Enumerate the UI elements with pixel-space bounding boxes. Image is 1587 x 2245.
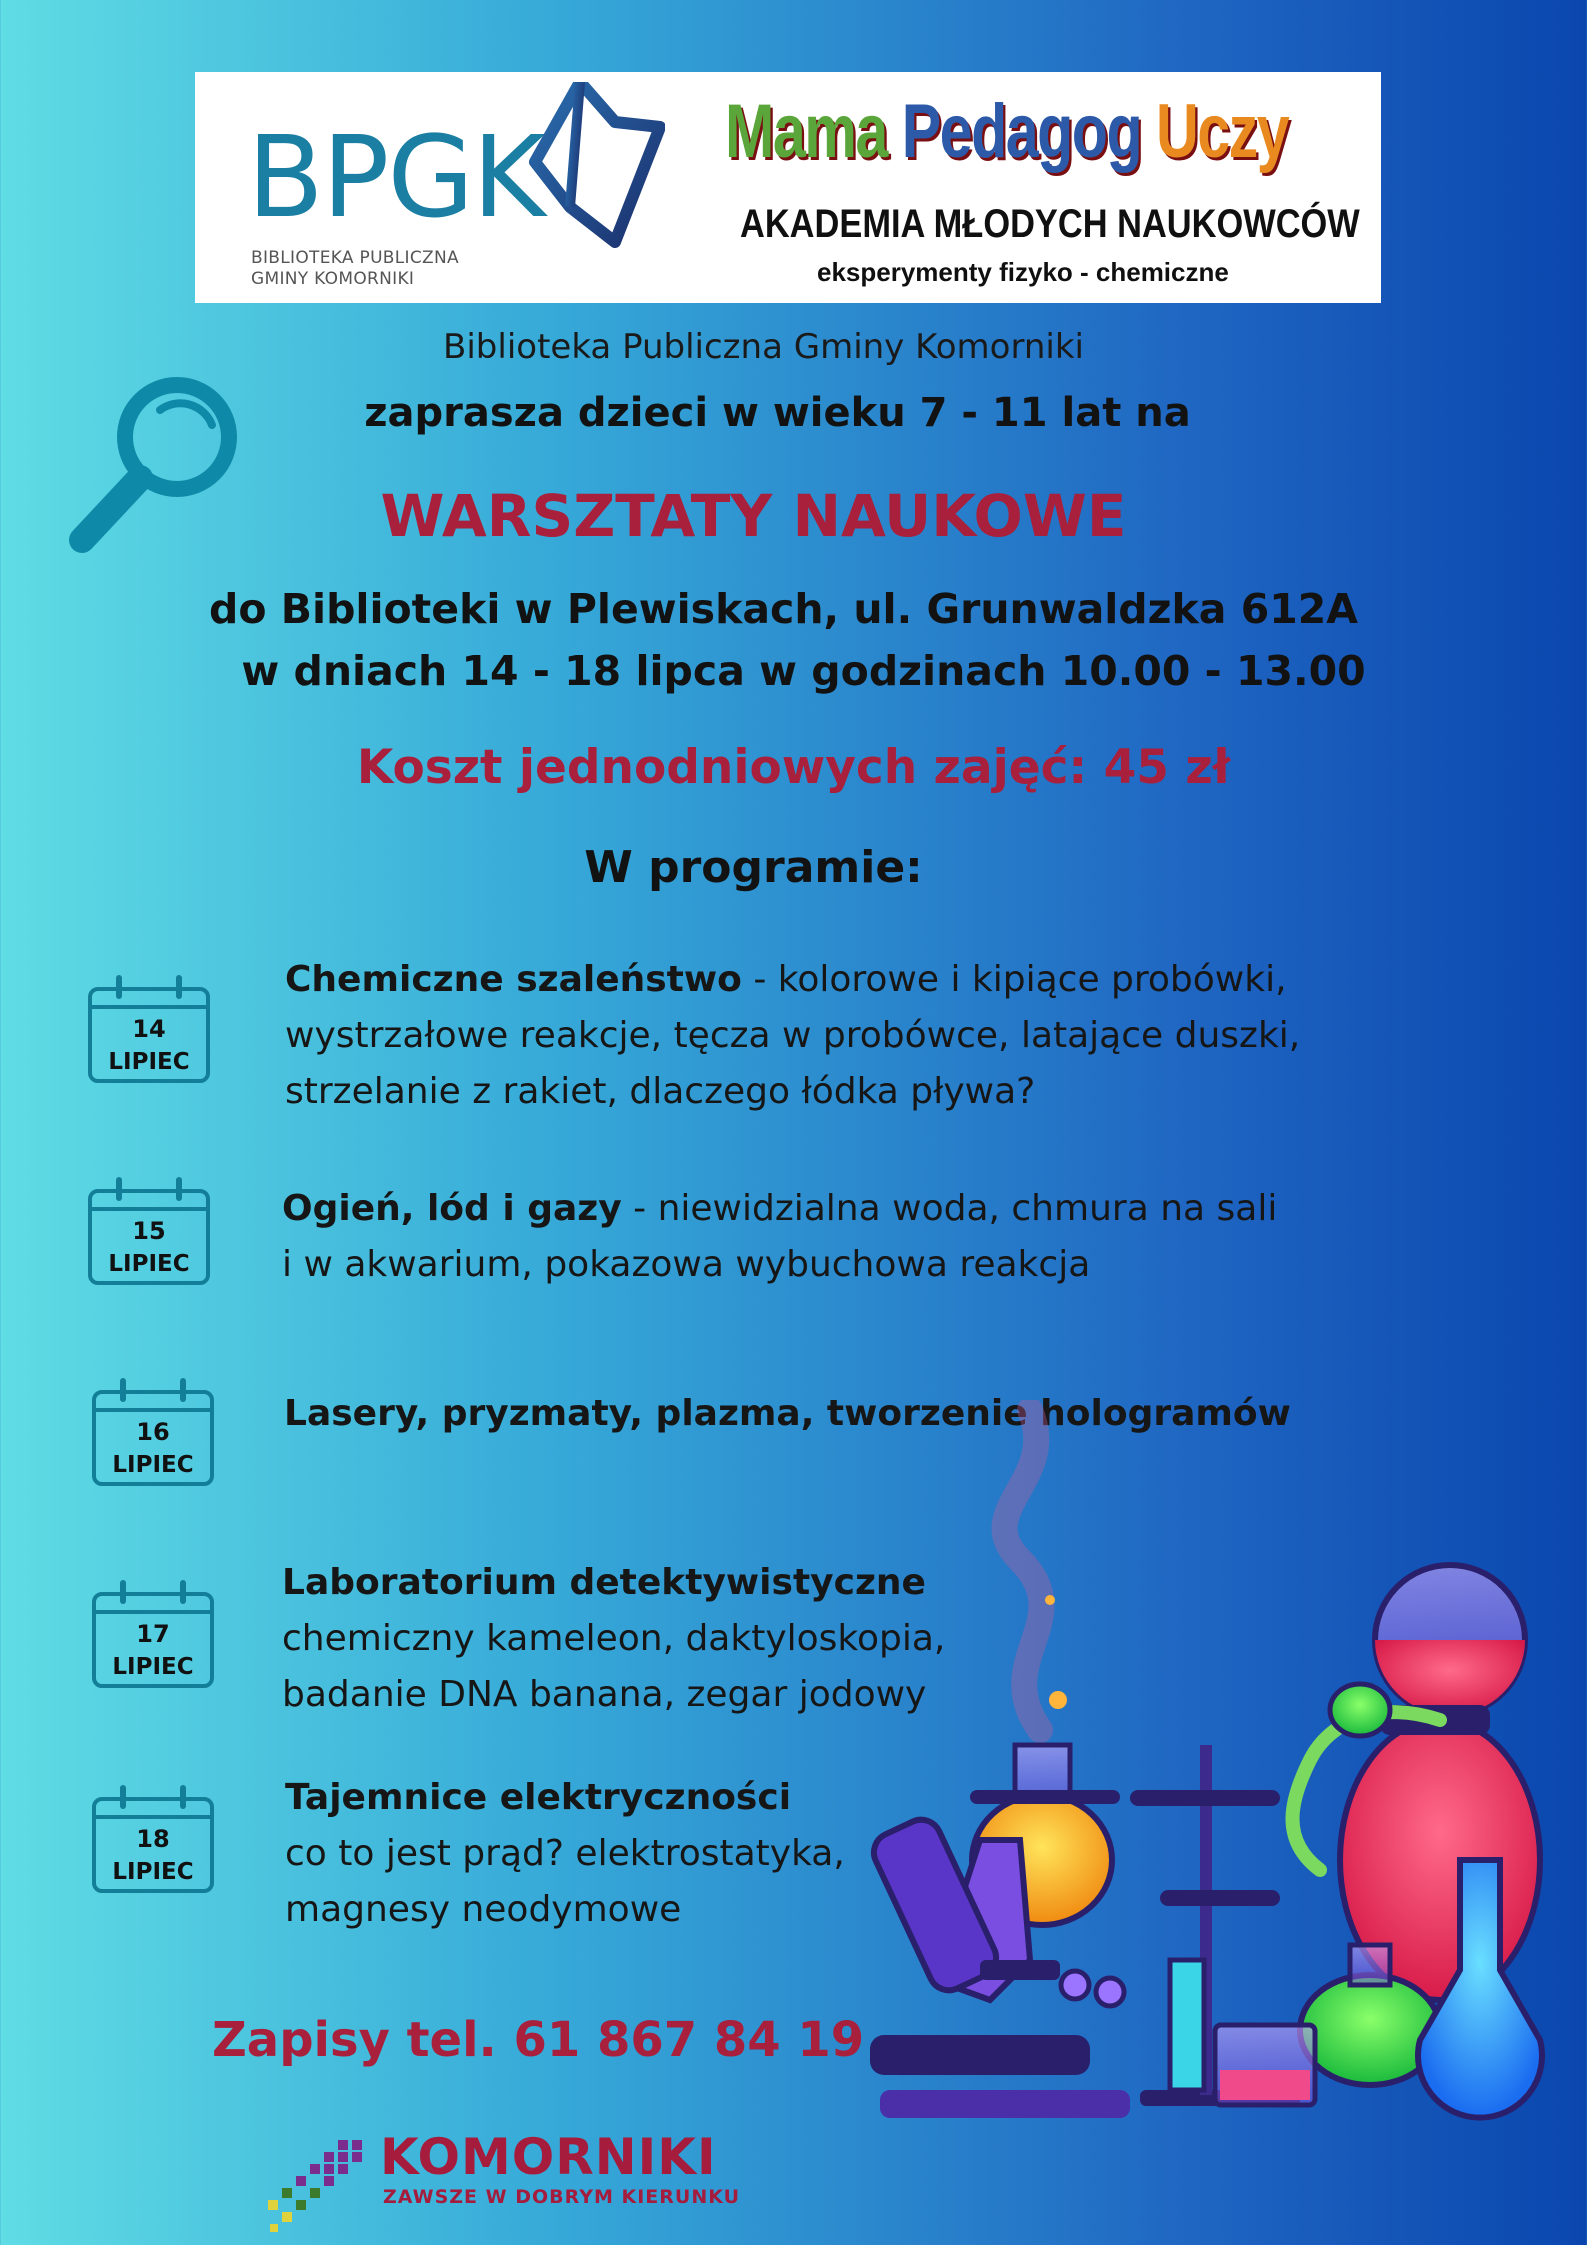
location-line: do Biblioteki w Plewiskach, ul. Grunwaldzka 612A (208, 585, 1359, 633)
calendar-icon (88, 1177, 216, 1289)
program-item-title: Chemiczne szaleństwo (285, 959, 742, 1000)
program-item-desc: - kolorowe i kipiące probówki, (741, 959, 1287, 1000)
program-heading: W programie: (584, 842, 923, 893)
program-item-desc: - niewidzialna woda, chmura na sali (621, 1188, 1278, 1229)
laboratory-illustration (860, 1400, 1580, 2160)
program-item-desc: badanie DNA banana, zegar jodowy (282, 1674, 927, 1715)
workshop-title: WARSZTATY NAUKOWE (380, 482, 1127, 550)
calendar-icon (92, 1378, 220, 1490)
komorniki-logo-name: KOMORNIKI (380, 2128, 717, 2186)
calendar-day: 15 (132, 1217, 166, 1245)
program-item-title: Lasery, pryzmaty, plazma, tworzenie hologramów (284, 1393, 1291, 1434)
calendar-month: LIPIEC (108, 1251, 190, 1277)
calendar-month: LIPIEC (108, 1049, 190, 1075)
calendar-day: 18 (136, 1825, 170, 1853)
bpgk-subtitle-line: GMINY KOMORNIKI (251, 269, 415, 289)
program-item-17 (282, 1555, 945, 1723)
program-item-desc: magnesy neodymowe (285, 1889, 682, 1930)
program-item-desc: co to jest prąd? elektrostatyka, (285, 1833, 845, 1874)
eksperymenty-subheading: eksperymenty fizyko - chemiczne (817, 257, 1229, 287)
logo-word-mama: Mama (725, 89, 887, 174)
bpgk-book-icon (495, 82, 665, 257)
program-item-desc: chemiczny kameleon, daktyloskopia, (282, 1618, 946, 1659)
invite-line: zaprasza dzieci w wieku 7 - 11 lat na (364, 390, 1191, 436)
dates-line: w dniach 14 - 18 lipca w godzinach 10.00 - 13.00 (241, 647, 1366, 695)
organizer-line: Biblioteka Publiczna Gminy Komorniki (443, 327, 1084, 367)
cost-line: Koszt jednodniowych zajęć: 45 zł (356, 740, 1231, 795)
bpgk-subtitle-line: BIBLIOTEKA PUBLICZNA (251, 248, 459, 268)
program-item-desc: strzelanie z rakiet, dlaczego łódka pływa? (285, 1071, 1036, 1112)
calendar-day: 16 (136, 1418, 170, 1446)
komorniki-arrow-logo-icon (268, 2138, 378, 2238)
logo-word-uczy: Uczy (1156, 89, 1289, 174)
program-item-title: Laboratorium detektywistyczne (282, 1562, 926, 1603)
calendar-icon (92, 1785, 220, 1897)
komorniki-logo-slogan: ZAWSZE W DOBRYM KIERUNKU (383, 2186, 741, 2208)
program-item-14 (285, 952, 1300, 1120)
calendar-icon (88, 975, 216, 1087)
program-item-desc: wystrzałowe reakcje, tęcza w probówce, latające duszki, (285, 1015, 1301, 1056)
calendar-icon (92, 1580, 220, 1692)
mama-pedagog-uczy-logo (725, 89, 1289, 174)
program-item-desc: i w akwarium, pokazowa wybuchowa reakcja (282, 1244, 1091, 1285)
calendar-month: LIPIEC (112, 1859, 194, 1885)
bpgk-subtitle (251, 248, 459, 290)
header-banner (195, 72, 1381, 303)
calendar-day: 17 (136, 1620, 170, 1648)
calendar-month: LIPIEC (112, 1452, 194, 1478)
program-item-18 (285, 1770, 845, 1938)
calendar-day: 14 (132, 1015, 166, 1043)
program-item-title: Ogień, lód i gazy (282, 1188, 622, 1229)
bpgk-logo-text: BPGK (247, 113, 544, 243)
calendar-month: LIPIEC (112, 1654, 194, 1680)
akademia-heading: AKADEMIA MŁODYCH NAUKOWCÓW (740, 202, 1360, 246)
program-item-15 (282, 1181, 1277, 1293)
logo-word-pedagog: Pedagog (901, 89, 1142, 174)
program-item-title: Tajemnice elektryczności (285, 1777, 792, 1818)
contact-phone-line: Zapisy tel. 61 867 84 19 (212, 2012, 865, 2068)
